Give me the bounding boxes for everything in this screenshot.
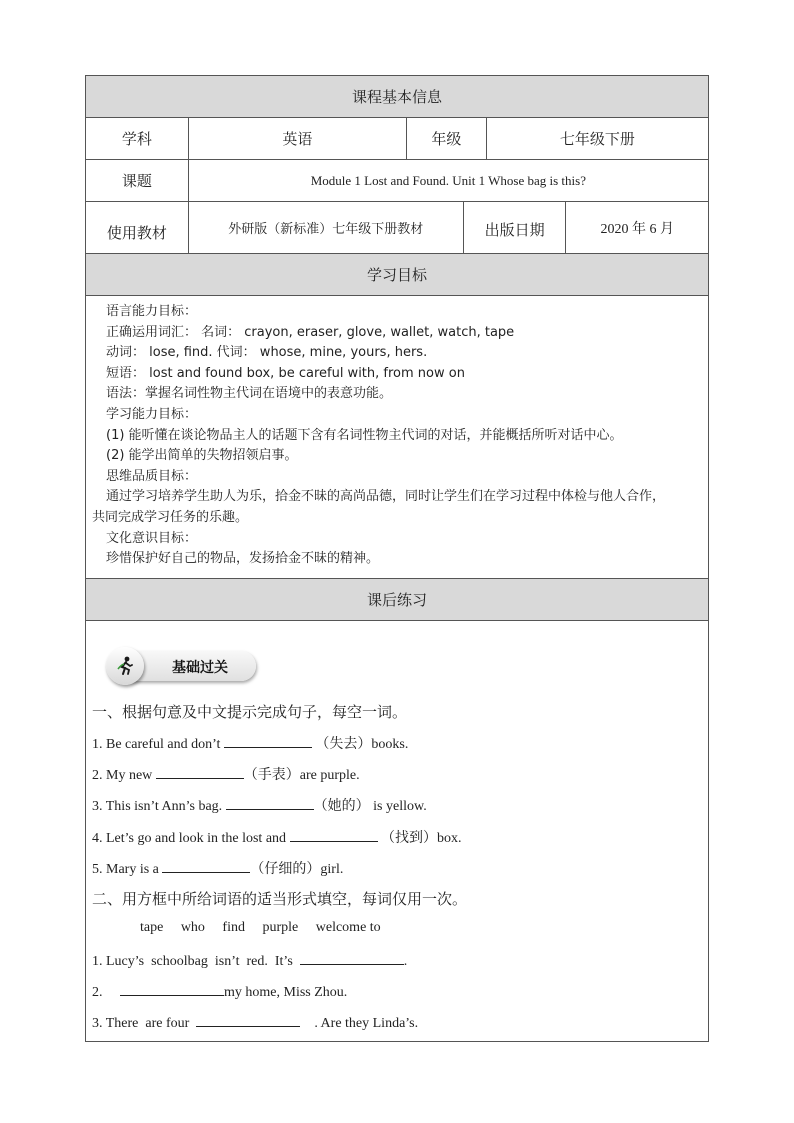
question-6: 1. Lucy’s schoolbag isn’t red. It’s . [92, 953, 408, 969]
goal-line: 正确运用词汇： 名词： crayon, eraser, glove, wallet, watch, tape [106, 324, 515, 340]
goal-line: 思维品质目标： [106, 468, 198, 484]
word-box: tape who find purple welcome to [140, 919, 381, 935]
question-2: 2. My new （手表）are purple. [92, 767, 360, 783]
info-title: 课程基本信息 [351, 88, 442, 106]
grade-label: 年级 [407, 118, 487, 159]
answer-blank[interactable] [120, 983, 224, 996]
textbook-label: 使用教材 [86, 202, 189, 253]
answer-blank[interactable] [224, 735, 312, 748]
section-1-instruction: 一、根据句意及中文提示完成句子，每空一词。 [92, 702, 408, 721]
goals-title: 学习目标 [366, 266, 427, 284]
question-7: 2. my home, Miss Zhou. [92, 984, 348, 1000]
question-4: 4. Let’s go and look in the lost and （找到）box. [92, 830, 462, 846]
question-3: 3. This isn’t Ann’s bag. （她的） is yellow. [92, 798, 427, 814]
topic-label: 课题 [86, 160, 189, 201]
goal-line: 语法：掌握名词性物主代词在语境中的表意功能。 [106, 386, 393, 402]
practice-header [86, 579, 708, 621]
textbook-value: 外研版（新标准）七年级下册教材 [189, 202, 464, 253]
pubdate-value: 2020 年 6 月 [600, 221, 674, 237]
goal-line: 语言能力目标： [106, 304, 198, 319]
question-5: 5. Mary is a （仔细的）girl. [92, 861, 344, 877]
answer-blank[interactable] [156, 766, 244, 779]
answer-blank[interactable] [226, 797, 314, 810]
goal-line: 通过学习培养学生助人为乐，拾金不昧的高尚品德，同时让学生们在学习过程中体检与他人合作， [106, 489, 666, 505]
goal-line: (2) 能学出简单的失物招领启事。 [106, 448, 298, 464]
answer-blank[interactable] [300, 952, 404, 965]
pubdate-label: 出版日期 [464, 202, 567, 253]
subject-row [86, 118, 708, 160]
topic-value: Module 1 Lost and Found. Unit 1 Whose bag is this? [310, 172, 586, 188]
lesson-sheet [85, 75, 709, 1042]
answer-blank[interactable] [162, 860, 250, 873]
answer-blank[interactable] [196, 1014, 300, 1027]
section-2-instruction: 二、用方框中所给词语的适当形式填空，每词仅用一次。 [92, 889, 468, 908]
answer-blank[interactable] [290, 829, 378, 842]
goal-line: 共同完成学习任务的乐趣。 [92, 509, 249, 525]
goal-line: 动词： lose, find. 代词： whose, mine, yours, hers. [106, 345, 428, 361]
topic-row [86, 160, 708, 202]
badge-label: 基础过关 [172, 659, 228, 676]
practice-title: 课后练习 [366, 590, 427, 609]
goals-body [86, 296, 708, 579]
goal-line: 短语： lost and found box, be careful with, from now on [106, 365, 465, 381]
subject-label: 学科 [86, 118, 189, 159]
runner-icon [106, 647, 144, 685]
goals-header [86, 254, 708, 296]
question-1: 1. Be careful and don’t （失去）books. [92, 736, 409, 752]
subject-value: 英语 [189, 118, 407, 159]
goal-line: 珍惜保护好自己的物品，发扬拾金不昧的精神。 [106, 551, 380, 567]
goal-line: 学习能力目标： [106, 406, 198, 422]
practice-body [86, 621, 708, 1041]
grade-value: 七年级下册 [559, 130, 635, 148]
textbook-row [86, 202, 708, 254]
basic-level-badge [106, 647, 258, 685]
info-header [86, 76, 708, 118]
question-8: 3. There are four . Are they Linda’s. [92, 1015, 419, 1031]
goal-line: (1) 能听懂在谈论物品主人的话题下含有名词性物主代词的对话，并能概括所听对话中心。 [106, 427, 623, 443]
goal-line: 文化意识目标： [106, 530, 198, 546]
